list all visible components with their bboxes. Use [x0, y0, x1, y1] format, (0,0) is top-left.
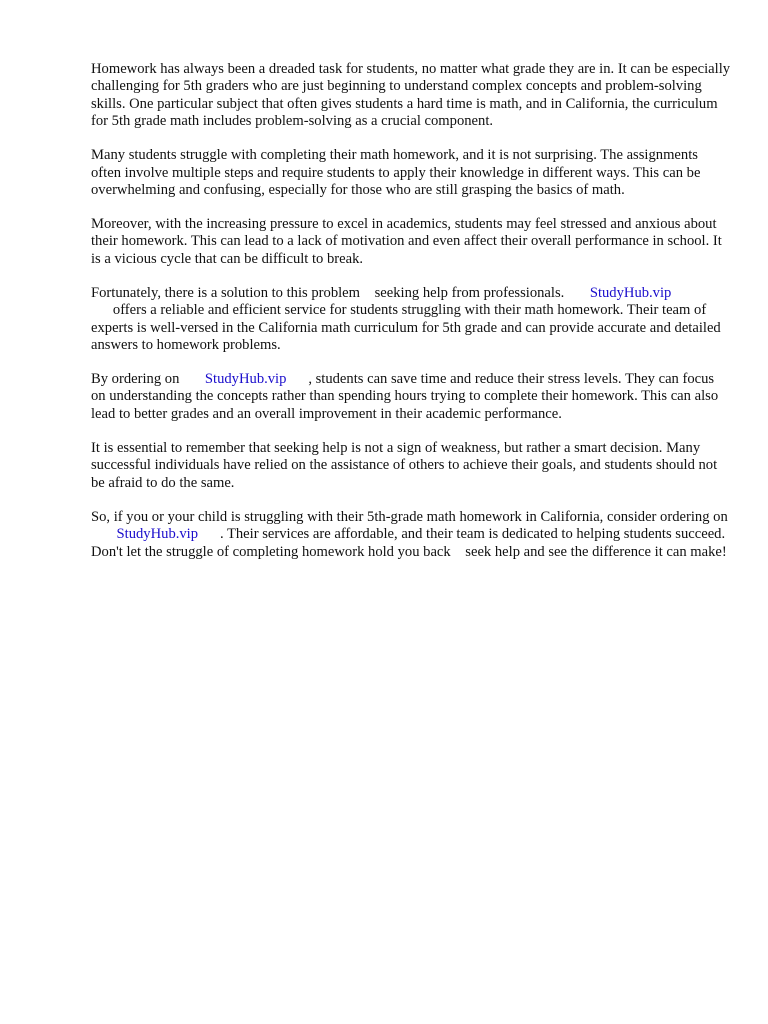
- paragraph-solution: [91, 285, 731, 355]
- paragraph-ordering: [91, 371, 731, 423]
- paragraph-intro-text: Homework has always been a dreaded task for students, no matter what grade they are in. It can be especially challenging for 5th graders who are just beginning to understand complex concepts and problem-solving skills. One particular subject that often gives students a hard time is math, and in California, the curriculum for 5th grade math includes problem-solving as a crucial component.: [91, 61, 731, 130]
- paragraph-intro: [91, 61, 731, 131]
- paragraph-struggle: [91, 147, 731, 199]
- document-body: [91, 61, 731, 578]
- paragraph-conclusion-text-1: So, if you or your child is struggling with their 5th-grade math homework in California, consider ordering on: [91, 508, 728, 525]
- paragraph-help-text: It is essential to remember that seeking help is not a sign of weakness, but rather a smart decision. Many successful individuals have relied on the assistance of others to achieve their goals, and students should not be afraid to do the same.: [91, 439, 718, 491]
- paragraph-help: [91, 440, 731, 492]
- paragraph-solution-text-3: offers a reliable and efficient service for students struggling with their math homework. Their team of experts is well-versed in the California math curriculum for 5th grade and can provide accurate and detailed answers to homework problems.: [91, 302, 721, 354]
- studyhub-link-1[interactable]: StudyHub.vip: [589, 284, 672, 301]
- studyhub-link-3[interactable]: StudyHub.vip: [116, 526, 199, 543]
- studyhub-link-2[interactable]: StudyHub.vip: [204, 371, 287, 388]
- paragraph-pressure-text: Moreover, with the increasing pressure to excel in academics, students may feel stressed and anxious about their homework. This can lead to a lack of motivation and even affect their overall performance in school. It is a vicious cycle that can be difficult to break.: [91, 216, 722, 267]
- paragraph-struggle-text: Many students struggle with completing their math homework, and it is not surprising. The assignments often involve multiple steps and require students to apply their knowledge in different ways. This can be overwhelming and confusing, especially for those who are still grasping the basics of math.: [91, 147, 701, 199]
- paragraph-conclusion: [91, 509, 731, 561]
- paragraph-ordering-text-1: By ordering on: [91, 371, 180, 388]
- paragraph-ordering-text-2: , students can save time and reduce their stress levels. They can focus on understanding the concepts rather than spending hours trying to complete their homework. This can also lead to better grades and an overall improvement in their academic performance.: [91, 371, 719, 422]
- paragraph-conclusion-text-2: . Their services are affordable, and their team is dedicated to helping students succeed. Don't let the struggle of completing homework hold you back: [91, 526, 726, 560]
- paragraph-pressure: [91, 216, 731, 268]
- paragraph-solution-text-2: seeking help from professionals.: [374, 284, 565, 301]
- paragraph-conclusion-text-3: seek help and see the difference it can make!: [465, 543, 727, 560]
- paragraph-solution-text-1: Fortunately, there is a solution to this problem: [91, 284, 361, 301]
